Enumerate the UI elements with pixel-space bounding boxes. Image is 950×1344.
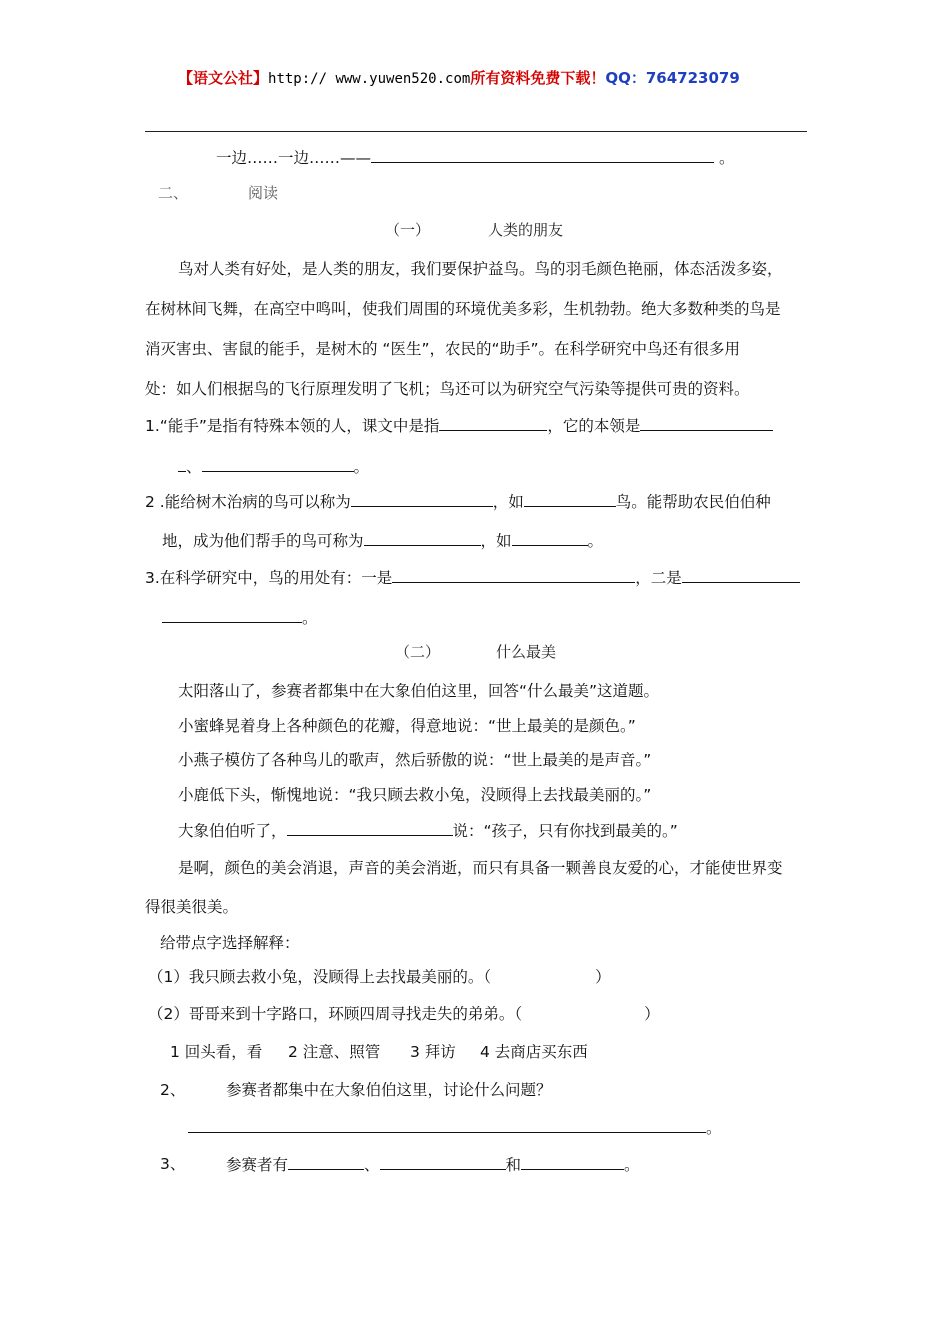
question-text: 。: [706, 1119, 722, 1137]
answer-blank[interactable]: [188, 1115, 706, 1133]
p2-question-2-number: 2、: [160, 1081, 186, 1099]
header-brand: 【语文公社】: [178, 69, 269, 87]
passage2-line: 太阳落山了，参赛者都集中在大象伯伯这里，回答“什么最美”这道题。: [178, 682, 660, 700]
question-text: ，如: [480, 532, 512, 550]
question-text: （2）哥哥来到十字路口，环顾四周寻找走失的弟弟。（: [148, 1005, 523, 1023]
header-qq: QQ：764723079: [605, 69, 740, 87]
question-text: ）: [595, 968, 611, 986]
option-3: 3 拜访: [410, 1043, 456, 1061]
question-text: ，如: [492, 493, 524, 511]
question-text: 地，成为他们帮手的鸟可称为: [162, 532, 364, 550]
passage2-line: 小蜜蜂晃着身上各种颜色的花瓣，得意地说：“世上最美的是颜色。”: [178, 717, 636, 735]
p2-question-1-2: [148, 1002, 660, 1024]
answer-blank[interactable]: [521, 1152, 624, 1170]
p1-question-1: [145, 413, 773, 436]
p1-question-3-cont: [162, 605, 318, 628]
p2-question-2-answer: [188, 1115, 722, 1138]
question-text: （1）我只顾去救小兔，没顾得上去找最美丽的。（: [148, 968, 492, 986]
question-text: 1.“能手”是指有特殊本领的人，课文中是指: [145, 417, 440, 435]
question-text: 和: [505, 1156, 522, 1174]
passage2-title: 什么最美: [496, 643, 557, 661]
question-text: 。: [353, 458, 370, 476]
passage1-line: 在树林间飞舞，在高空中鸣叫，使我们周围的环境优美多彩，生机勃勃。绝大多数种类的鸟是: [145, 300, 781, 318]
p1-question-2-cont: [162, 528, 603, 551]
passage1-line: 消灭害虫、害鼠的能手，是树木的 “医生”，农民的“助手”。在科学研究中鸟还有很多用: [145, 340, 741, 358]
p2-question-1-1: [148, 965, 611, 987]
answer-blank[interactable]: [351, 489, 493, 507]
header-slogan: 所有资料免费下载！: [470, 69, 606, 87]
answer-blank[interactable]: [202, 454, 354, 472]
top-line-text: 一边……一边……——: [216, 149, 372, 167]
question-text: 、: [186, 458, 202, 476]
passage2-text: 大象伯伯听了，: [178, 822, 287, 840]
question-text: 。: [587, 532, 604, 550]
p2-question-2-text: 参赛者都集中在大象伯伯这里，讨论什么问题？: [226, 1081, 552, 1099]
question-text: ，二是: [635, 569, 682, 587]
answer-blank[interactable]: [288, 1152, 364, 1170]
answer-blank[interactable]: [392, 565, 635, 583]
top-line-end: 。: [718, 149, 735, 167]
question-text: 。: [624, 1156, 640, 1174]
passage2-elephant: [178, 818, 678, 841]
answer-blank[interactable]: [524, 489, 616, 507]
passage2-line: 小燕子模仿了各种鸟儿的歌声，然后骄傲的说：“世上最美的是声音。”: [178, 751, 652, 769]
answer-blank[interactable]: [512, 528, 588, 546]
passage1-title: 人类的朋友: [488, 221, 564, 239]
p2-question-intro: 给带点字选择解释：: [160, 934, 300, 952]
passage2-line: 小鹿低下头，惭愧地说：“我只顾去救小兔，没顾得上去找最美丽的。”: [178, 786, 652, 804]
answer-blank[interactable]: [178, 454, 186, 472]
section-title: 阅读: [248, 184, 279, 202]
option-2: 2 注意、照管: [288, 1043, 381, 1061]
passage1-line: 处：如人们根据鸟的飞行原理发明了飞机；鸟还可以为研究空气污染等提供可贵的资料。: [145, 380, 750, 398]
answer-blank[interactable]: [682, 565, 800, 583]
p2-question-3-number: 3、: [160, 1155, 186, 1173]
answer-blank[interactable]: [640, 413, 773, 431]
passage2-line: 是啊，颜色的美会消退，声音的美会消逝，而只有具备一颗善良友爱的心，才能使世界变: [178, 859, 783, 877]
section-number: 二、: [158, 184, 189, 202]
question-text: 2 .能给树木治病的鸟可以称为: [145, 493, 351, 511]
top-line: [216, 145, 734, 168]
answer-blank[interactable]: [380, 1152, 506, 1170]
page-header: [178, 67, 740, 88]
p1-question-3: [145, 565, 800, 588]
passage1-number: （一）: [385, 221, 431, 239]
option-4: 4 去商店买东西: [480, 1043, 588, 1061]
p1-question-2: [145, 489, 771, 512]
p1-question-1-cont: [178, 454, 369, 477]
option-1: 1 回头看，看: [170, 1043, 263, 1061]
question-text: ）: [644, 1005, 660, 1023]
passage1-line: 鸟对人类有好处，是人类的朋友，我们要保护益鸟。鸟的羽毛颜色艳丽，体态活泼多姿，: [178, 260, 783, 278]
header-divider: [145, 131, 807, 132]
question-text: 鸟。能帮助农民伯伯种: [615, 493, 771, 511]
question-text: ，它的本领是: [547, 417, 641, 435]
answer-blank[interactable]: [162, 605, 302, 623]
passage2-number: （二）: [395, 643, 441, 661]
answer-blank[interactable]: [287, 818, 453, 836]
question-text: 3.在科学研究中，鸟的用处有：一是: [145, 569, 393, 587]
answer-blank[interactable]: [364, 528, 481, 546]
question-text: 、: [364, 1156, 380, 1174]
passage2-line: 得很美很美。: [145, 898, 239, 916]
answer-blank[interactable]: [371, 145, 714, 163]
question-text: 参赛者有: [226, 1156, 289, 1174]
question-text: 。: [302, 609, 318, 627]
answer-blank[interactable]: [439, 413, 547, 431]
header-url[interactable]: http:// www.yuwen520.com: [268, 71, 471, 87]
p2-question-3: [226, 1152, 640, 1175]
passage2-text: 说：“孩子，只有你找到最美的。”: [452, 822, 678, 840]
